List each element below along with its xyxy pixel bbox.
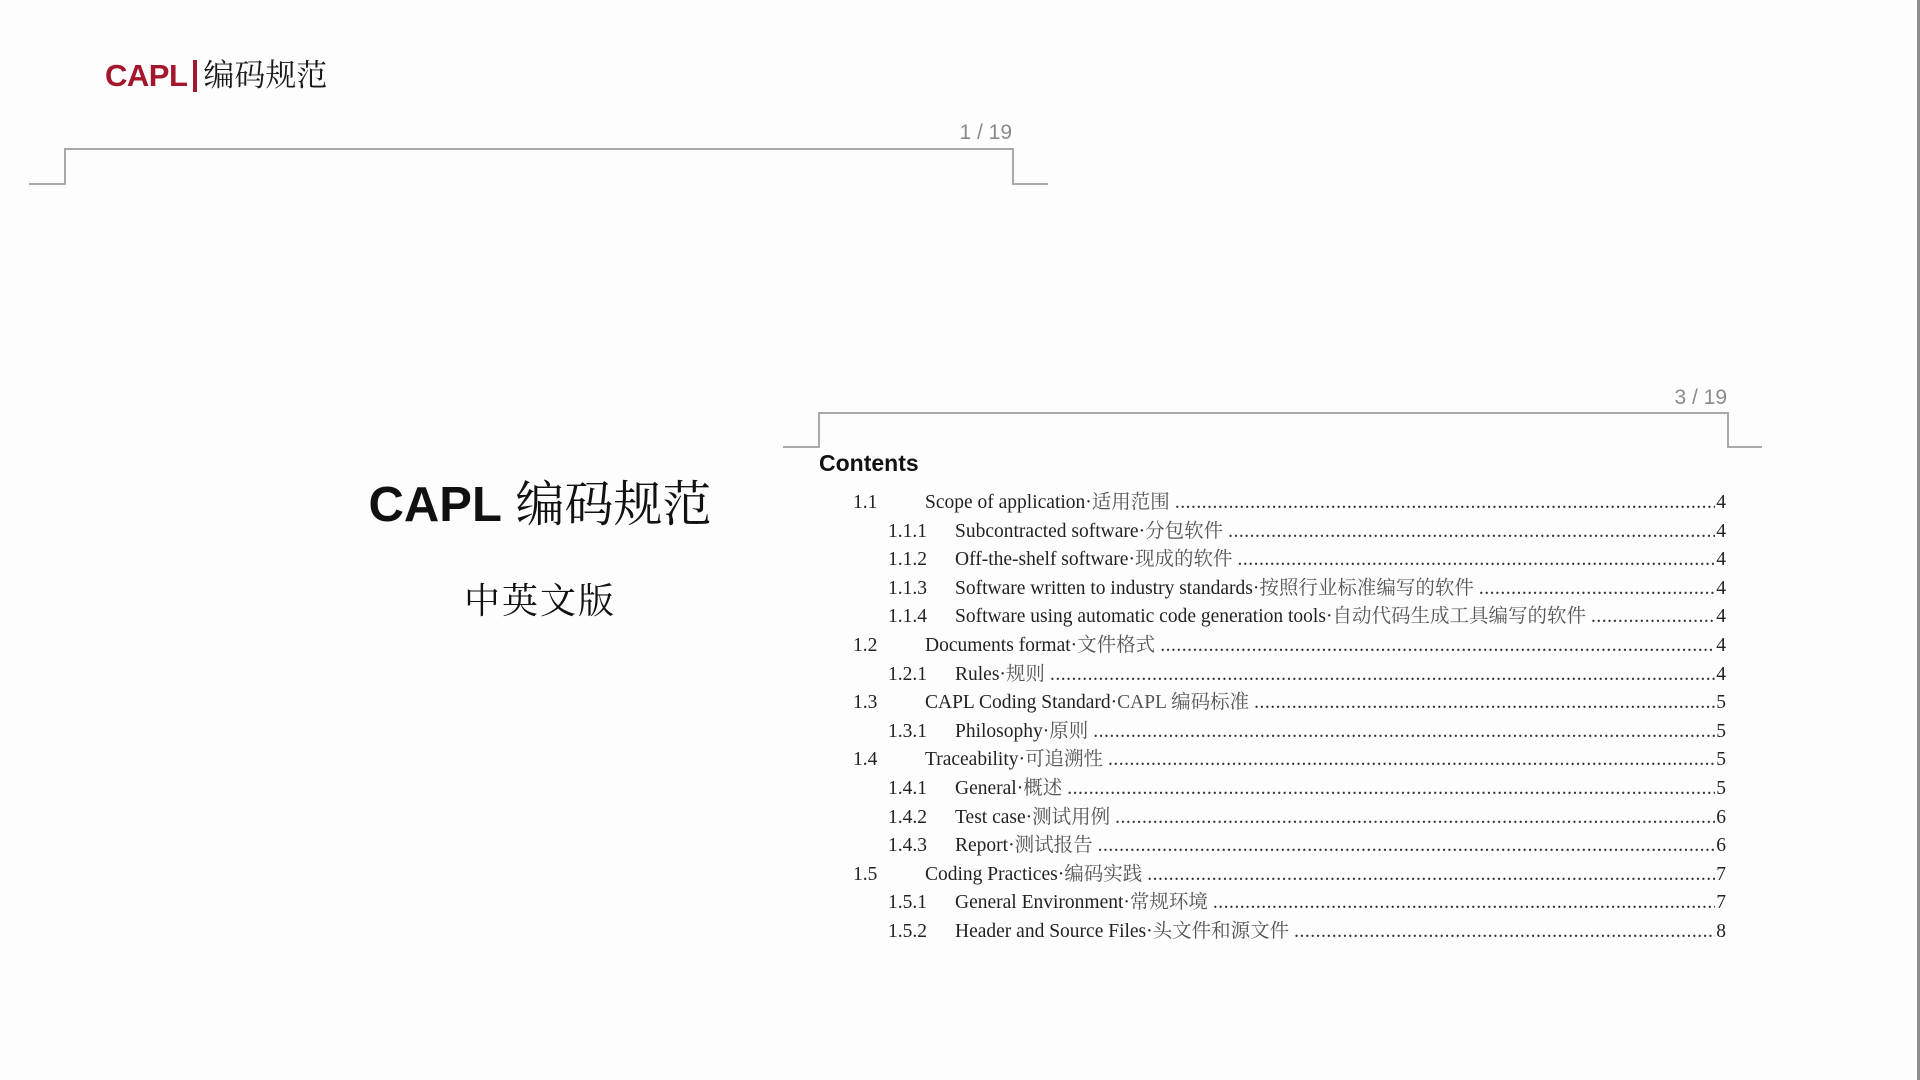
toc-entry-separator: · (1138, 520, 1146, 542)
toc-entry-title-zh: 按照行业标准编写的软件 (1259, 577, 1474, 599)
cover-title-zh: 编码规范 (515, 478, 712, 532)
toc-leader-dots (1213, 889, 1715, 918)
toc-entry-title (955, 918, 1289, 947)
page-1-right-edge (1012, 148, 1014, 185)
toc-entry[interactable] (850, 861, 1726, 890)
toc-entry-page: 6 (1716, 806, 1726, 828)
toc-entry-number: 1.1.3 (888, 577, 927, 599)
toc-leader-dots (1098, 832, 1716, 861)
contents-heading: Contents (819, 450, 919, 476)
cover-title (300, 476, 780, 534)
toc-leader-dots (1254, 689, 1715, 718)
toc-entry-page: 4 (1716, 577, 1726, 599)
toc-entry-page: 4 (1716, 520, 1726, 542)
toc-entry-title-zh: 规则 (1005, 663, 1045, 685)
toc-entry-separator: · (1016, 777, 1024, 799)
toc-entry-title (925, 861, 1142, 890)
toc-entry-number: 1.3 (853, 692, 878, 714)
toc-entry-title (955, 575, 1474, 604)
toc-entry-title (925, 632, 1155, 661)
toc-entry-title (955, 546, 1232, 575)
page-3-right-edge (1727, 412, 1729, 448)
toc-entry[interactable] (850, 889, 1726, 918)
toc-entry-title-zh: 编码实践 (1064, 863, 1143, 885)
document-logo (105, 56, 327, 96)
toc-leader-dots (1160, 632, 1715, 661)
toc-entry-title-zh: 文件格式 (1077, 634, 1156, 656)
toc-entry-title (955, 889, 1208, 918)
toc-entry-page: 7 (1716, 892, 1726, 914)
toc-entry-separator: · (1025, 806, 1033, 828)
toc-leader-dots (1591, 603, 1715, 632)
toc-entry-separator: · (1008, 835, 1015, 857)
cover-subtitle: 中英文版 (463, 580, 616, 621)
toc-entry-title (925, 689, 1249, 718)
toc-entry-title-zh: 适用范围 (1091, 492, 1170, 513)
toc-entry-separator: · (1110, 692, 1118, 714)
toc-entry[interactable] (850, 575, 1726, 604)
toc-entry-page: 5 (1716, 777, 1726, 799)
toc-entry[interactable] (850, 489, 1726, 518)
toc-entry-title-zh: 现成的软件 (1134, 549, 1233, 571)
toc-entry-title-en: Software written to industry standards (955, 577, 1253, 599)
toc-entry-title-en: Traceability (925, 749, 1019, 771)
toc-entry-separator: · (999, 663, 1006, 685)
toc-entry-page: 4 (1716, 663, 1726, 685)
toc-entry-number: 1.4 (853, 749, 878, 771)
page-1-left-stub (29, 183, 66, 185)
toc-leader-dots (1093, 718, 1715, 747)
toc-entry-separator: · (1042, 720, 1050, 742)
toc-entry-title (955, 832, 1093, 861)
toc-entry-title-zh: 头文件和源文件 (1152, 920, 1290, 942)
toc-entry-separator: · (1070, 634, 1078, 656)
toc-entry-title-en: General (955, 777, 1017, 799)
page-1-right-stub (1012, 183, 1048, 185)
page-3-top-edge (818, 412, 1729, 414)
toc-entry-number: 1.4.3 (888, 835, 927, 857)
toc-entry-title-zh: 可追溯性 (1025, 749, 1104, 771)
toc-entry-title (955, 775, 1062, 804)
toc-entry-separator: · (1146, 920, 1153, 942)
toc-entry-title-en: CAPL Coding Standard (925, 692, 1111, 714)
logo-brand: CAPL (105, 58, 188, 93)
logo-separator (193, 60, 197, 92)
page-3-number: 3 / 19 (1674, 386, 1727, 409)
toc-entry-title-zh: 测试用例 (1032, 806, 1111, 828)
toc-entry-number: 1.1 (853, 492, 878, 513)
toc-entry-title-zh: 常规环境 (1129, 892, 1208, 914)
toc-entry-title-en: Test case (955, 806, 1026, 828)
toc-entry-page: 4 (1716, 634, 1726, 656)
toc-entry-page: 5 (1716, 749, 1726, 771)
toc-entry-number: 1.2 (853, 634, 878, 656)
toc-entry[interactable] (850, 918, 1726, 947)
toc-leader-dots (1228, 518, 1715, 547)
toc-entry-title-zh: 原则 (1049, 720, 1089, 742)
toc-entry[interactable] (850, 832, 1726, 861)
page-3-right-stub (1727, 446, 1762, 448)
toc-entry-title-en: Rules (955, 663, 1000, 685)
toc-entry-title-zh: 概述 (1023, 777, 1063, 799)
toc-entry-title-en: Coding Practices (925, 863, 1058, 885)
toc-entry-title-en: Subcontracted software (955, 520, 1139, 542)
toc-entry-separator: · (1128, 549, 1135, 571)
toc-entry[interactable] (850, 718, 1726, 747)
toc-entry-title-en: Scope of application (925, 492, 1086, 513)
toc-entry-separator: · (1123, 892, 1130, 914)
toc-entry-title (955, 661, 1045, 690)
toc-entry-title-en: Off-the-shelf software (955, 549, 1129, 571)
toc-entry-number: 1.5.1 (888, 892, 927, 914)
toc-entry-page: 4 (1716, 549, 1726, 571)
toc-entry-title-zh: CAPL 编码标准 (1117, 692, 1250, 714)
toc-entry-number: 1.3.1 (888, 720, 927, 742)
toc-entry[interactable] (850, 746, 1726, 775)
toc-entry-number: 1.5 (853, 863, 878, 885)
toc-leader-dots (1050, 661, 1715, 690)
toc-entry-title (925, 489, 1170, 518)
toc-entry-page: 4 (1716, 606, 1726, 628)
toc-entry-page: 8 (1716, 920, 1726, 942)
toc-entry-separator: · (1085, 492, 1092, 513)
toc-entry-title-zh: 测试报告 (1014, 835, 1093, 857)
toc-leader-dots (1115, 804, 1715, 833)
toc-entry[interactable] (850, 632, 1726, 661)
toc-entry-title-zh: 分包软件 (1145, 520, 1224, 542)
toc-leader-dots (1479, 575, 1715, 604)
toc-entry-number: 1.5.2 (888, 920, 927, 942)
page-1-left-edge (64, 148, 66, 185)
toc-leader-dots (1147, 861, 1715, 890)
page-1-number: 1 / 19 (959, 121, 1012, 144)
toc-entry-page: 5 (1716, 720, 1726, 742)
toc-entry-page: 7 (1716, 863, 1726, 885)
toc-entry-page: 6 (1716, 835, 1726, 857)
logo-title: 编码规范 (203, 58, 328, 93)
toc-entry-title-zh: 自动代码生成工具编写的软件 (1332, 606, 1586, 628)
table-of-contents (850, 489, 1726, 947)
toc-entry-title (925, 746, 1103, 775)
toc-entry-separator: · (1018, 749, 1026, 771)
toc-entry[interactable] (850, 804, 1726, 833)
toc-leader-dots (1237, 546, 1715, 575)
toc-entry-title (955, 518, 1223, 547)
toc-entry-title-en: Philosophy (955, 720, 1043, 742)
cover-title-latin: CAPL (368, 478, 502, 532)
toc-entry-title-en: Software using automatic code generation tools (955, 606, 1326, 628)
toc-entry[interactable] (850, 775, 1726, 804)
toc-entry-number: 1.2.1 (888, 663, 927, 685)
toc-entry-number: 1.1.4 (888, 606, 927, 628)
toc-leader-dots (1108, 746, 1715, 775)
toc-entry[interactable] (850, 689, 1726, 718)
toc-entry-number: 1.4.2 (888, 806, 927, 828)
page-3-left-edge (818, 412, 820, 448)
toc-entry-number: 1.4.1 (888, 777, 927, 799)
toc-entry[interactable] (850, 661, 1726, 690)
toc-entry-page: 4 (1716, 492, 1726, 513)
toc-entry-title (955, 804, 1110, 833)
toc-entry-number: 1.1.2 (888, 549, 927, 571)
toc-entry[interactable] (850, 518, 1726, 547)
toc-entry-title (955, 603, 1586, 632)
toc-entry-number: 1.1.1 (888, 520, 927, 542)
page-3-left-stub (783, 446, 820, 448)
toc-entry[interactable] (850, 603, 1726, 632)
toc-entry-page: 5 (1716, 692, 1726, 714)
toc-entry-separator: · (1057, 863, 1065, 885)
toc-entry[interactable] (850, 546, 1726, 575)
toc-entry-title-en: Documents format (925, 634, 1071, 656)
page-1-top-edge (64, 148, 1014, 150)
toc-entry-title-en: Header and Source Files (955, 920, 1147, 942)
toc-leader-dots (1175, 489, 1715, 518)
toc-entry-title (955, 718, 1088, 747)
toc-entry-separator: · (1325, 606, 1333, 628)
toc-leader-dots (1067, 775, 1715, 804)
toc-entry-title-en: General Environment (955, 892, 1124, 914)
toc-entry-separator: · (1252, 577, 1260, 599)
toc-entry-title-en: Report (955, 835, 1009, 857)
toc-leader-dots (1294, 918, 1715, 947)
